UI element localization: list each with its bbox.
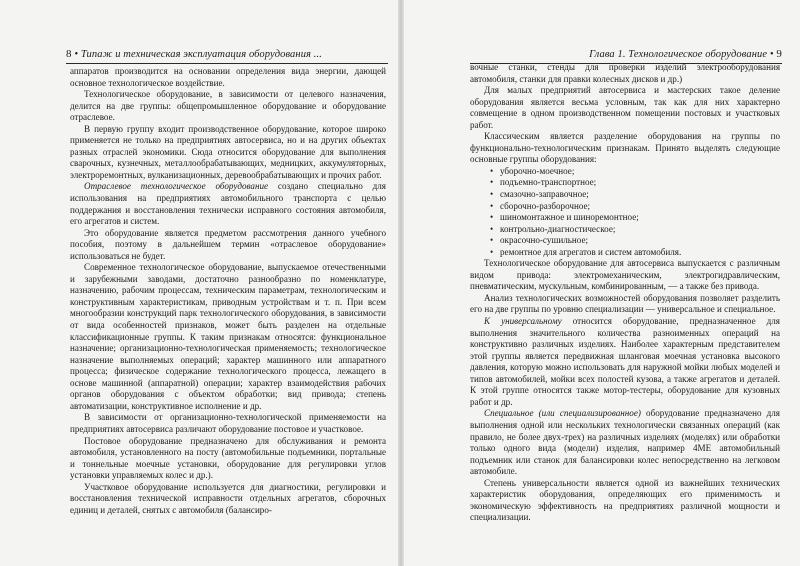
paragraph-text: Это оборудование является предметом рассмотрения данного учебного пособия, поэтому в дальнейшем термин «отраслевое оборудование» использоваться не будет. (70, 227, 386, 261)
right-folio: 9 (776, 48, 782, 60)
list-item: • окрасочно-сушильное; (492, 235, 780, 247)
paragraph-lead: К универсальному (484, 316, 562, 327)
list-item: • шиномонтажное и шиноремонтное; (492, 212, 780, 224)
paragraph (470, 258, 780, 293)
paragraph-text: Анализ технологических возможностей оборудования позволяет разделить его на две группы по уровню специализации — универсальное и специальное. (470, 292, 780, 315)
right-paragraphs-bottom (470, 258, 780, 524)
paragraph (70, 228, 386, 263)
paragraph (70, 66, 386, 89)
paragraph-text: оборудование предназначено для выполнения одной или нескольких технологически связанных операций (как правило, не более двух-трех) на различных изделиях (моделях) или обработки только одного вида (модели) изделия, например 4МЕ автомобильный подъемник или станок для балансировки колес непосредственно на легковом автомобиле. (470, 408, 780, 477)
paragraph (470, 293, 780, 316)
paragraph-text: аппаратов производится на основании определения вида энергии, дающей основное технологическое воздействие. (70, 66, 386, 88)
paragraph (470, 85, 780, 131)
paragraph (470, 131, 780, 166)
right-paragraphs-top (470, 62, 780, 166)
paragraph-text: создано специально для использования на предприятиях автомобильного транспорта с целью поддержания и восстановления технически исправного состояния автомобиля, его агрегатов и систем. (70, 181, 386, 227)
paragraph (70, 436, 386, 482)
list-item: • смазочно-заправочное; (492, 189, 780, 201)
right-page (470, 44, 780, 554)
paragraph (70, 482, 386, 517)
paragraph (70, 124, 386, 182)
paragraph-text: В первую группу входит производственное оборудование, которое широко применяется не только на предприятиях автосервиса, но и на других объектах разных отраслей экономики. Сюда относится оборудование для выполнения сварочных, кузнечных, металлообрабатывающих, медницких, аккумуляторных, электроремонтных, вулканизационных, деревообрабатывающих и прочих работ. (70, 123, 386, 180)
paragraph (70, 89, 386, 124)
right-running-head: Глава 1. Технологическое оборудование • 9 (589, 48, 782, 60)
paragraph-text: вочные станки, стенды для проверки изделий электрооборудования автомобиля, станки для правки колесных дисков и др.) (470, 62, 780, 84)
paragraph-lead: Отраслевое технологическое оборудование (84, 181, 269, 192)
paragraph-text: Постовое оборудование предназначено для обслуживания и ремонта автомобиля, установленного на посту (автомобильные подъемники, портальные и тоннельные моечные установки, оборудование для регулировки углов установки управляемых колес и др.). (70, 435, 386, 481)
paragraph (470, 316, 780, 408)
left-running-title: Типаж и техническая эксплуатация оборудования ... (80, 49, 322, 60)
paragraph-text: Технологическое оборудование, в зависимости от целевого назначения, делится на две группы: общепромышленное оборудование и оборудование отраслевое. (70, 89, 386, 123)
list-item: • контрольно-диагностическое; (492, 224, 780, 236)
left-folio: 8 (66, 48, 72, 60)
paragraph-text: относится оборудование, предназначенное для выполнения значительного количества разноименных операций на конструктивно различных изделиях. Наиболее характерным представителем этой группы является передвижная шланговая моечная установка высокого давления, которую можно использовать для наружной мойки любых моделей и типов автомобилей, мойки всех полостей кузова, а также агрегатов и деталей. К этой группе относятся также мотор-тестеры, оборудование для кузовных работ и др. (470, 316, 780, 407)
paragraph (470, 408, 780, 477)
list-item: • сборочно-разборочное; (492, 201, 780, 213)
left-page-text (70, 66, 386, 516)
left-running-head: 8 • Типаж и техническая эксплуатация оборудования ... (66, 48, 322, 60)
paragraph-text: В зависимости от организационно-технологической применяемости на предприятиях автосервиса различают оборудование постовое и участковое. (70, 412, 386, 434)
paragraph-text: Классическим является разделение оборудования на группы по функционально-технологическим признакам. Принято выделять следующие основные группы оборудования: (470, 131, 780, 165)
list-item: • ремонтное для агрегатов и систем автомобиля. (492, 247, 780, 259)
paragraph-text: Степень универсальности является одной из важнейших технических характеристик оборудования, определяющих его применимость и экономическую эффективность на предприятиях различной мощности и специализации. (470, 477, 780, 523)
paragraph (70, 412, 386, 435)
list-item: • уборочно-моечное; (492, 166, 780, 178)
paragraph (470, 62, 780, 85)
paragraph-text: Технологическое оборудование для автосервиса выпускается с различным видом привода: электромеханическим, электрогидравлическим, пневматическим, мускульным, комбинированным, — а также без привода. (470, 258, 780, 292)
right-page-text (470, 62, 780, 524)
equipment-groups-list (470, 166, 780, 258)
left-page (70, 44, 386, 554)
paragraph (470, 478, 780, 524)
right-running-title: Глава 1. Технологическое оборудование (589, 49, 768, 60)
book-gutter (398, 0, 404, 566)
paragraph-text: Современное технологическое оборудование, выпускаемое отечественными и зарубежными заводами, достаточно разнообразно по номенклатуре, назначению, рабочим процессам, техническим параметрам, технологическим и конструктивным характеристикам, приводным устройствам и т. п. При всем многообразии конструкций парк технологического оборудования, в зависимости от вида особенностей признаков, может быть разделен на отдельные классификационные группы. К таким признакам относятся: функциональное назначение; организационно-технологическая применяемость; технологическое назначение выполняемых операций; характер машинного или аппаратного процесса; физическое содержание технологического процесса, лежащего в основе машинной (аппаратной) операции; характер взаимодействия рабочих органов оборудования с объектом обработки; вид привода; степень автоматизации, конструктивное исполнение и др. (70, 262, 386, 411)
paragraph-lead: Специальное (или специализированное) (484, 408, 641, 419)
paragraph (70, 181, 386, 227)
paragraph-text: Участковое оборудование используется для диагностики, регулировки и восстановления технической исправности отдельных агрегатов, сборочных единиц и деталей, снятых с автомобиля (балансиро- (70, 481, 386, 515)
list-item: • подъемно-транспортное; (492, 177, 780, 189)
paragraph (70, 262, 386, 412)
paragraph-text: Для малых предприятий автосервиса и мастерских такое деление оборудования является весьма условным, так как для них характерно совмещение в одном производственном помещении постовых и участковых работ. (470, 85, 780, 130)
